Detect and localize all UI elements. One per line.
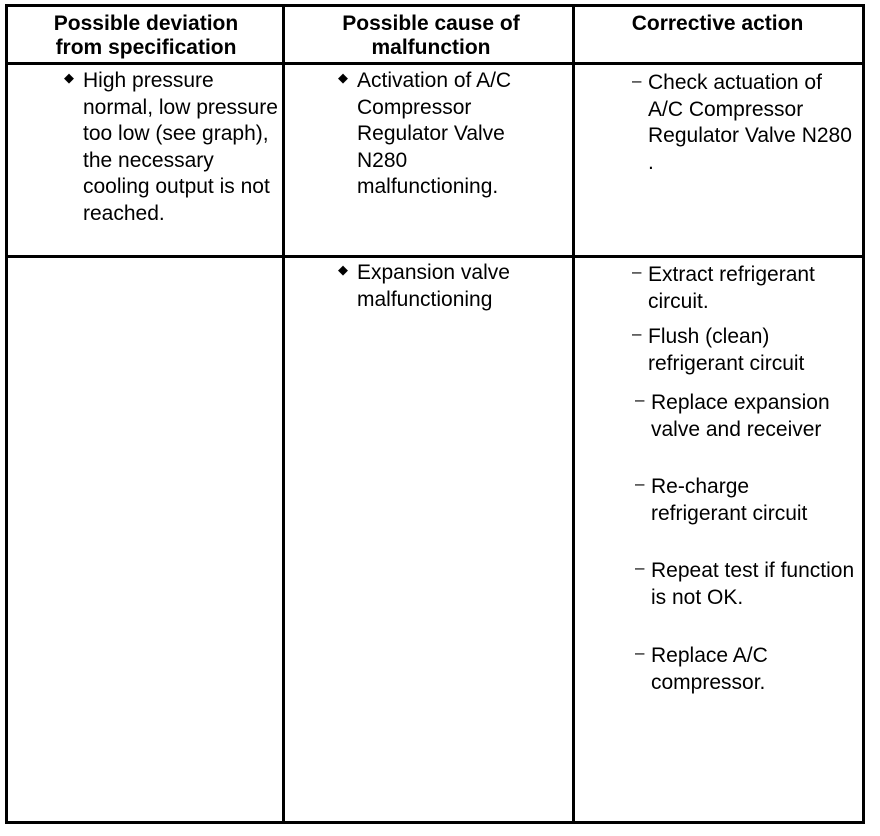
row-divider [5,255,865,258]
column-divider-1 [282,4,285,824]
action-repeat-test [635,558,860,611]
action-repeat-test-text: Repeat test if function is not OK. [651,559,855,609]
action-extract [632,262,860,315]
header-divider [5,62,865,65]
header-deviation: Possible deviation from specification [53,12,239,59]
bullet-icon: ◆ [64,70,74,85]
table-border-top [5,4,865,7]
action-recharge-text: Re-charge refrigerant circuit [651,475,808,525]
row1-action-cell [632,70,860,176]
dash-icon: – [632,324,642,343]
row1-cause-text: Activation of A/C Compressor Regulator Valve N280 malfunctioning. [357,69,512,198]
dash-icon: – [635,643,645,662]
row1-deviation-cell [64,68,278,227]
dash-icon: – [632,71,642,90]
dash-icon: – [635,474,645,493]
action-flush [632,324,860,377]
dash-icon: – [635,558,645,577]
row1-action-text: Check actuation of A/C Compressor Regulator Valve N280 . [648,71,852,174]
header-cause: Possible cause of malfunction [342,12,520,59]
dash-icon: – [635,390,645,409]
action-flush-text: Flush (clean) refrigerant circuit [648,325,805,375]
action-replace-compressor [635,643,860,696]
dash-icon: – [632,262,642,281]
action-extract-text: Extract refrigerant circuit. [648,263,815,313]
action-recharge [635,474,860,527]
row2-cause-text: Expansion valve malfunctioning [357,261,510,311]
row1-deviation-text: High pressure normal, low pressure too low (see graph), the necessary cooling output is not reached. [83,69,278,225]
action-replace-valve [635,390,860,443]
header-action: Corrective action [631,12,804,35]
bullet-icon: ◆ [338,262,348,277]
table-border-bottom [5,821,865,824]
column-divider-2 [572,4,575,824]
table-border-left [5,4,8,824]
table-border-right [862,4,865,824]
row1-cause-cell [338,68,570,201]
action-replace-compressor-text: Replace A/C compressor. [651,644,768,694]
bullet-icon: ◆ [338,70,348,85]
action-replace-valve-text: Replace expansion valve and receiver [651,391,830,441]
row2-cause-cell [338,260,570,313]
